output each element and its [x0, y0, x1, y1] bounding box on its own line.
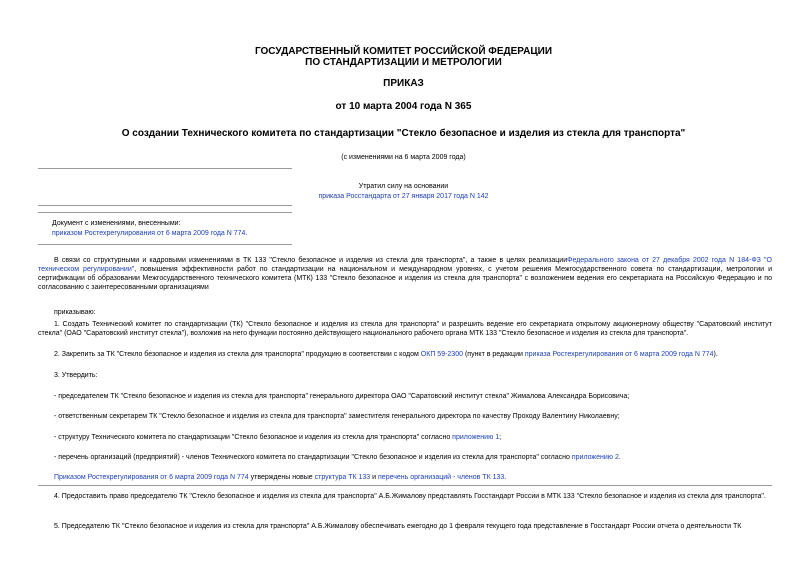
- punctuation: ;: [499, 434, 502, 441]
- item-1: 1. Создать Технический комитет по стандартизации (ТК) "Стекло безопасное и изделия из стекла для транспорта" и разрешить ведение его секретариата открытому акционерному обществу "Саратовский институт стекла" (ОАО "Саратовский институт стекла"), возложив на него функции постоянно действующего национального рабочего органа МТК 133 "Стекло безопасное и изделия из стекла для транспорта".: [38, 321, 772, 337]
- document-type: ПРИКАЗ: [383, 78, 424, 89]
- changes-box-tail: .: [245, 230, 248, 237]
- appendix-2-link[interactable]: приложению 2: [571, 454, 619, 461]
- changes-note: (с изменениями на 6 марта 2009 года): [341, 154, 466, 161]
- preamble-text-end: , повышения эффективности работ по стандартизации на национальном и международном уровнях, с учетом решения Межгосударственного совета по стандартизации, метрологии и сертификации об образовании Межгосударственного технического комитета (МТК) 133 "Стекло безопасное и изделия из стекла для транспорта" с возложением ведения его секретариата на Российскую Федерацию и по согласованию с заинтересованными организациями: [38, 266, 772, 291]
- preamble-text-start: В связи со структурными и кадровыми изменениями в ТК 133 "Стекло безопасное и изделия из стекла для транспорта", а также в целях реализации: [54, 257, 568, 264]
- item-4: 4. Предоставить право председателю ТК "Стекло безопасное и изделия из стекла для транспорта" А.Б.Жималову представлять Госстандарт России в МТК 133 "Стекло безопасное и изделия из стекла для транспорта".: [54, 493, 766, 500]
- punctuation: .: [618, 454, 621, 461]
- approve-chairman: - председателем ТК "Стекло безопасное и изделия из стекла для транспорта" генерального директора ОАО "Саратовский институт стекла" Жималова Александра Борисовича;: [54, 393, 630, 400]
- amendment-note-text: утверждены новые: [248, 474, 315, 481]
- item-2-text-a: 2. Закрепить за ТК "Стекло безопасное и изделия из стекла для транспорта" продукцию в соответствии с кодом: [54, 351, 421, 358]
- divider: [38, 205, 292, 206]
- repeal-link-line: [0, 192, 807, 201]
- preamble-paragraph: [38, 256, 772, 292]
- item-5: 5. Председателю ТК "Стекло безопасное и изделия из стекла для транспорта" А.Б.Жималову обеспечивать ежегодно до 1 февраля текущего года представление в Госстандарт России отчета о деятельности ТК: [54, 523, 742, 530]
- amendment-order-link[interactable]: приказа Ростехрегулирования от 6 марта 2009 года N 774: [524, 351, 714, 358]
- approve-structure-text: - структуру Технического комитета по стандартизации "Стекло безопасное и изделия из стекла для транспорта" согласно: [54, 434, 453, 441]
- amendment-note: [54, 473, 772, 482]
- divider: [38, 485, 772, 486]
- approve-secretary: - ответственным секретарем ТК "Стекло безопасное и изделия из стекла для транспорта" заместителя генерального директора по качеству Проходу Валентину Николаевну;: [54, 413, 620, 420]
- punctuation: .: [504, 474, 507, 481]
- committee-name-line2: ПО СТАНДАРТИЗАЦИИ И МЕТРОЛОГИИ: [305, 57, 502, 68]
- approve-structure: [54, 433, 772, 442]
- document-title: О создании Технического комитета по стандартизации "Стекло безопасное и изделия из стекла для транспорта": [121, 128, 686, 139]
- divider: [38, 168, 292, 169]
- divider: [38, 244, 292, 245]
- appendix-1-link[interactable]: приложению 1: [452, 434, 500, 441]
- item-2-text-c: ).: [713, 351, 718, 358]
- item-3: 3. Утвердить:: [54, 372, 98, 379]
- repeal-order-link[interactable]: приказа Росстандарта от 27 января 2017 года N 142: [318, 193, 489, 200]
- tk-members-link[interactable]: перечень организаций - членов ТК 133: [378, 474, 505, 481]
- committee-name-line1: ГОСУДАРСТВЕННЫЙ КОМИТЕТ РОССИЙСКОЙ ФЕДЕРАЦИИ: [254, 46, 553, 57]
- status-line: Утратил силу на основании: [358, 183, 449, 190]
- amendment-note-order-link[interactable]: Приказом Ростехрегулирования от 6 марта 2009 года N 774: [54, 474, 249, 481]
- divider: [38, 212, 292, 213]
- amendment-note-text: и: [370, 474, 379, 481]
- okp-code-link[interactable]: ОКП 59-2300: [420, 351, 463, 358]
- federal-law-link[interactable]: Федерального закона от 27 декабря 2002 года N 184-ФЗ "О техническом регулировании": [38, 257, 772, 273]
- changes-box-label: Документ с изменениями, внесенными:: [52, 220, 181, 227]
- item-2: [54, 350, 772, 359]
- approve-members-text: - перечень организаций (предприятий) - членов Технического комитета по стандартизации "Стекло безопасное и изделия из стекла для транспорта" согласно: [54, 454, 572, 461]
- tk-structure-link[interactable]: структура ТК 133: [314, 474, 371, 481]
- document-date: от 10 марта 2004 года N 365: [335, 101, 472, 112]
- item-2-text-b: (пункт в редакции: [463, 351, 525, 358]
- approve-members: [54, 453, 772, 462]
- changes-box-link-line: [52, 229, 752, 238]
- orders-label: приказываю:: [54, 309, 96, 316]
- amending-order-link[interactable]: приказом Ростехрегулирования от 6 марта 2009 года N 774: [52, 230, 246, 237]
